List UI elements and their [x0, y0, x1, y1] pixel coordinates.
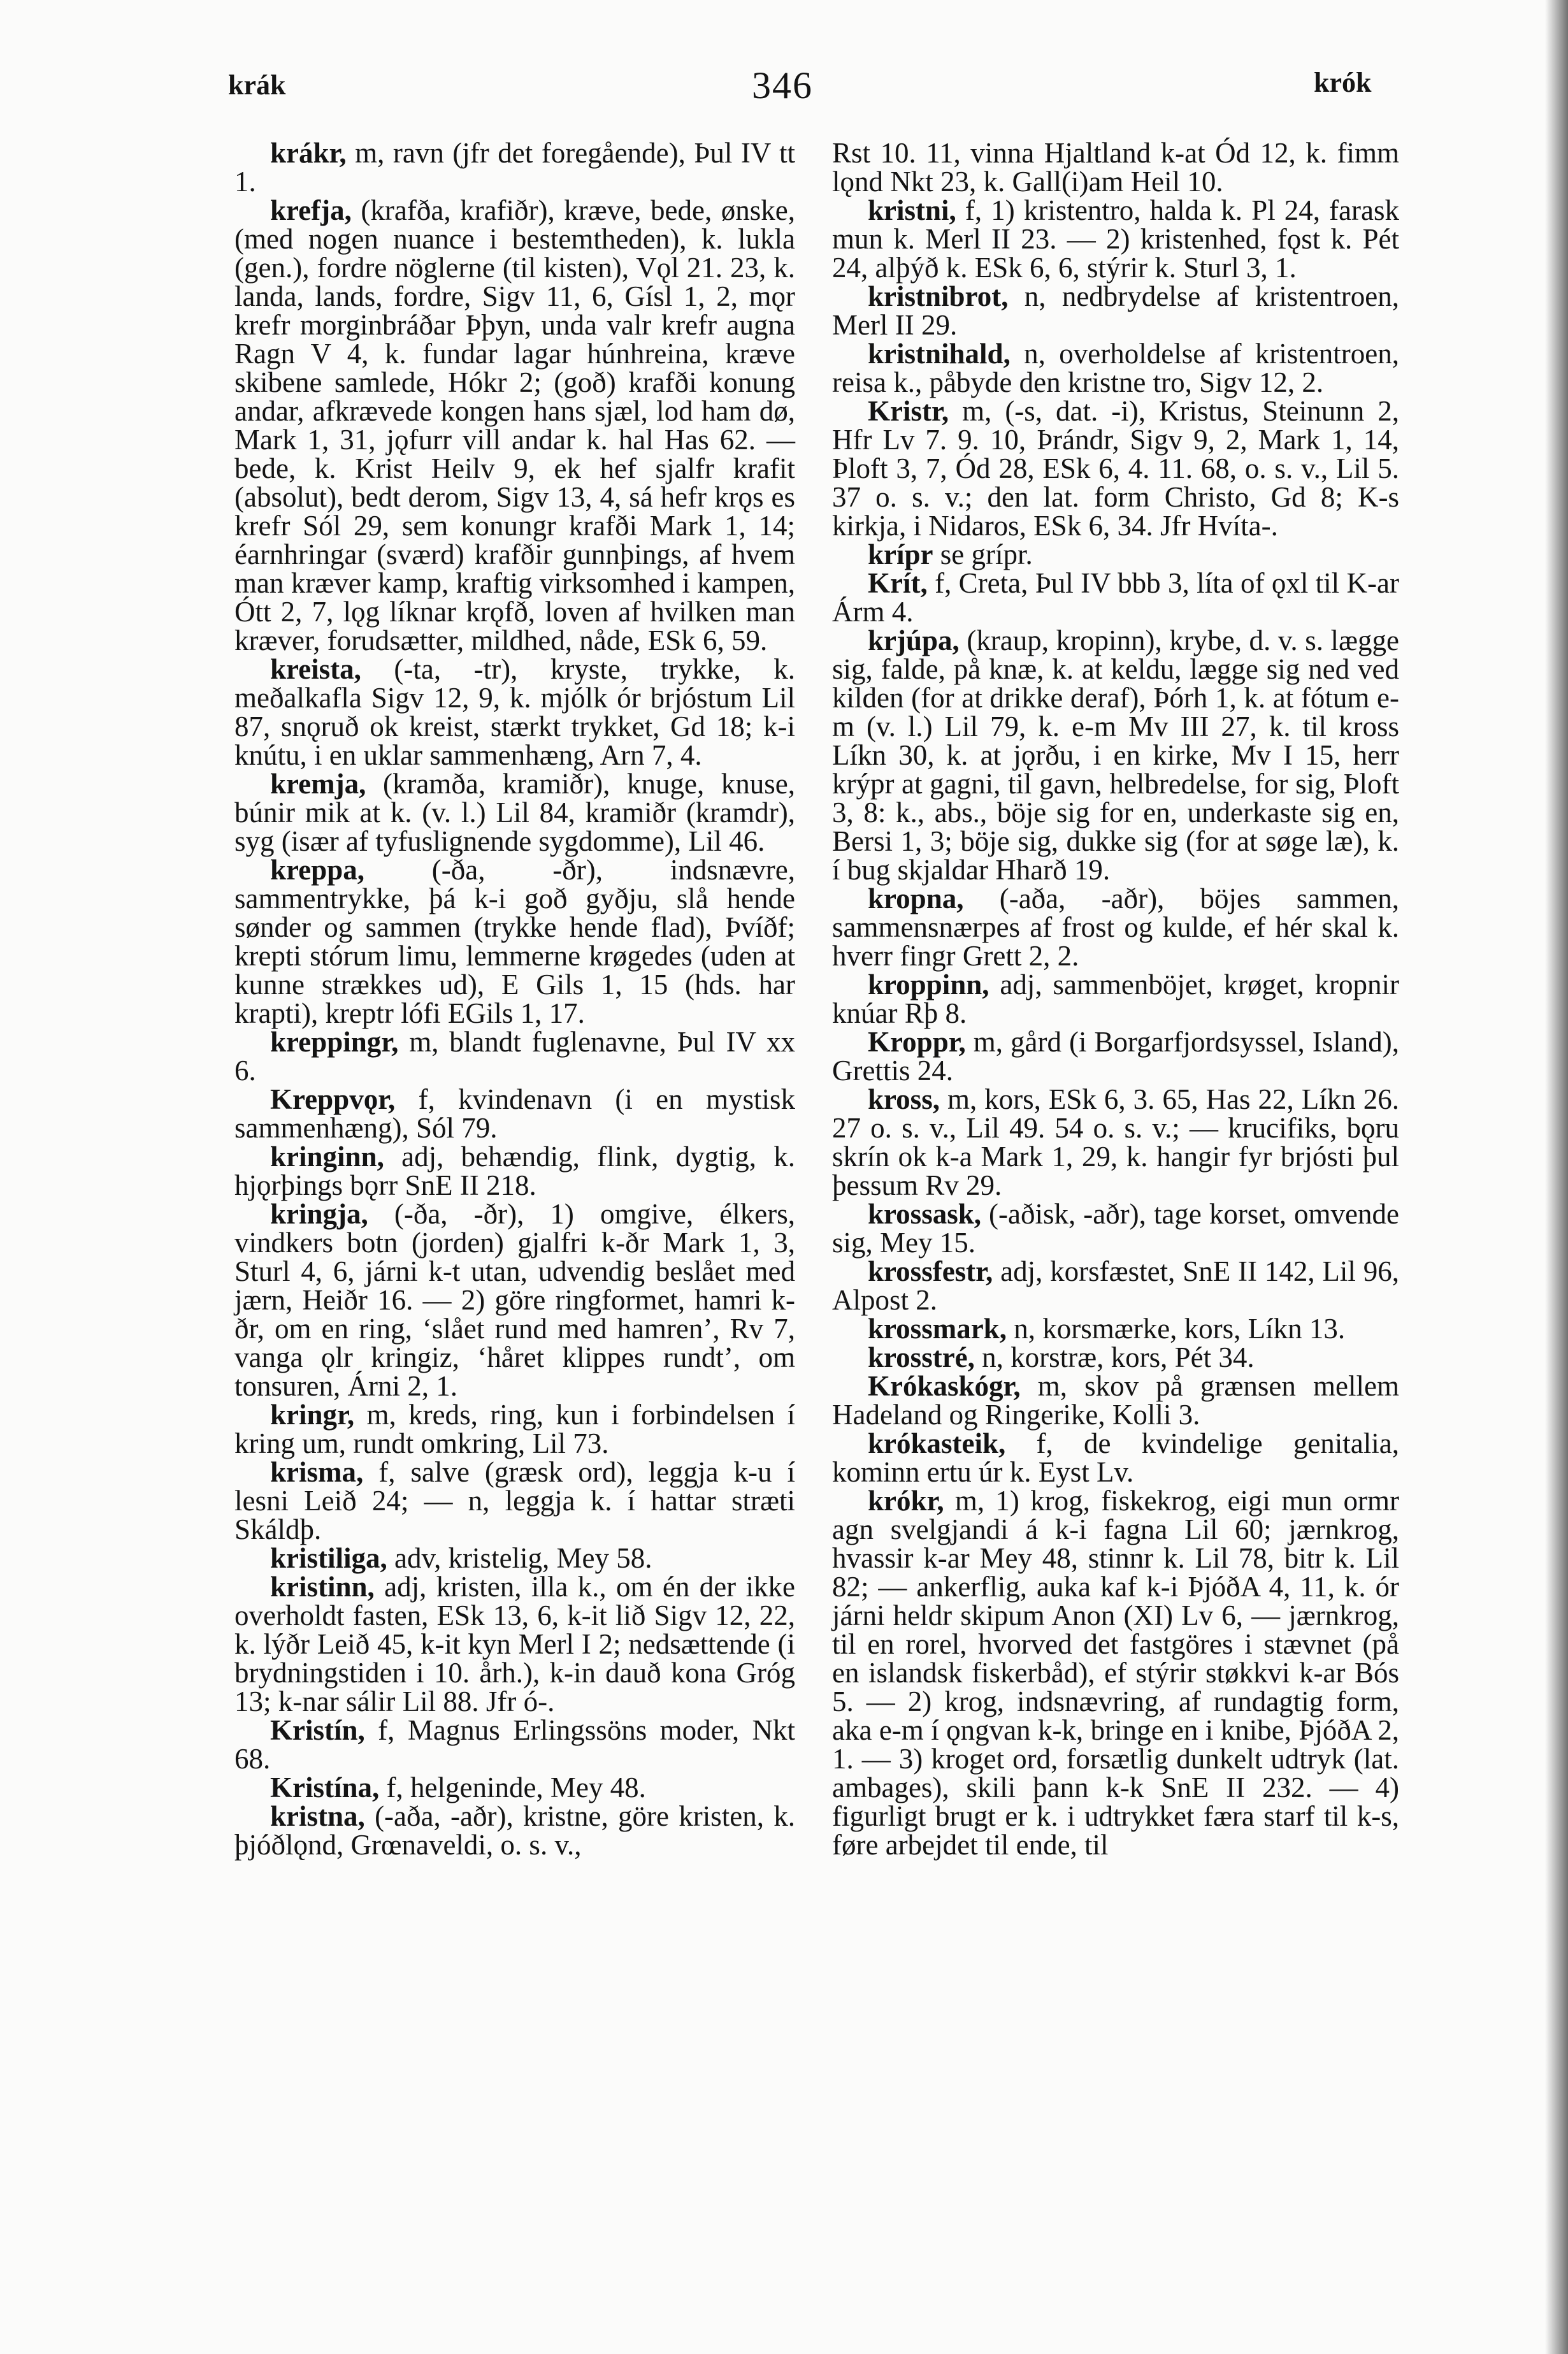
entry-definition: n, overholdelse af kristentroen, reisa k., påbyde den kristne tro, Sigv 12, 2.	[832, 338, 1399, 398]
entry-headword: krókr,	[868, 1485, 944, 1517]
entry-headword: krákr,	[270, 137, 347, 169]
entry-headword: krossfestr,	[868, 1255, 993, 1287]
entry-definition: (-aða, -aðr), böjes sammen, sammensnærpes af frost og kulde, ef hér skal k. hverr fingr Grett 2, 2.	[832, 883, 1399, 972]
entry-definition: m, 1) krog, fiskekrog, eigi mun ormr agn svelgjandi á k-i fagna Lil 60; jærnkrog, hvassir k-ar Mey 48, stinnr k. Lil 78, bitr k. Lil 82; — ankerflig, auka kaf k-i ÞjóðA 4, 11, k. ór járni heldr skipum Anon (XI) Lv 6, — jærnkrog, til en rorel, hvorved det fastgöres i stævnet (på en islandsk fiskerbåd), ef stýrir støkkvi k-ar Bós 5. — 2) krog, indsnævring, af rundagtig form, aka e-m í ǫngvan k-k, bringe en i knibe, ÞjóðA 2, 1. — 3) kroget ord, forsætlig dunkelt udtryk (lat. ambages), skili þann k-k SnE II 232. — 4) figurligt brugt er k. i udtrykket færa starf til k-s, føre arbejdet til ende, til	[832, 1485, 1399, 1861]
entry-headword: krefja,	[270, 194, 352, 226]
dictionary-entry	[832, 569, 1399, 626]
entry-definition: f, Magnus Erlingssöns moder, Nkt 68.	[234, 1714, 795, 1775]
dictionary-entry	[832, 1315, 1399, 1343]
entry-headword: Kreppvǫr,	[270, 1083, 396, 1115]
entry-definition: f, salve (græsk ord), leggja k-u í lesni Leið 24; — n, leggja k. í hattar stræti Skáldþ.	[234, 1456, 795, 1545]
entry-definition: m, kors, ESk 6, 3. 65, Has 22, Líkn 26. 27 o. s. v., Lil 49. 54 o. s. v.; — krucifiks, bǫru skrín ok k-a Mark 1, 29, k. hangir fyr brjósti þul þessum Rv 29.	[832, 1083, 1399, 1201]
page-header	[0, 0, 1568, 108]
dictionary-entry	[234, 770, 795, 856]
entry-headword: kristiliga,	[270, 1542, 387, 1574]
entry-headword: Kristr,	[868, 395, 949, 427]
entry-headword: Kroppr,	[868, 1026, 966, 1058]
entry-definition: (-aða, -aðr), kristne, göre kristen, k. þjóðlǫnd, Grœnaveldi, o. s. v.,	[234, 1800, 795, 1861]
entry-definition: f, Creta, Þul IV bbb 3, líta of ǫxl til K-ar Árm 4.	[832, 567, 1399, 628]
dictionary-entry	[234, 1773, 795, 1802]
entry-definition: adv, kristelig, Mey 58.	[387, 1542, 652, 1574]
dictionary-entry	[234, 1716, 795, 1773]
dictionary-entry	[832, 1429, 1399, 1487]
dictionary-entry	[832, 196, 1399, 282]
entry-headword: kristni,	[868, 194, 956, 226]
entry-definition: (krafða, krafiðr), kræve, bede, ønske, (med nogen nuance i bestemtheden), k. lukla (gen.), fordre nöglerne (til kisten), Vǫl 21. 23, k. landa, lands, fordre, Sigv 11, 6, Gísl 1, 2, mǫr krefr morginbráðar Þþyn, unda valr krefr augna Ragn V 4, k. fundar lagar húnhreina, kræve skibene samlede, Hókr 2; (goð) krafði konung andar, afkrævede kongen hans sjæl, lod ham dø, Mark 1, 31, jǫfurr vill andar k. hal Has 62. — bede, k. Krist Heilv 9, ek hef sjalfr krafit (absolut), bedt derom, Sigv 13, 4, sá hefr krǫs es krefr Sól 29, sem konungr krafði Mark 1, 14; éarnhringar (sværd) krafðir gunnþings, af hvem man kræver kamp, kraftig virksomhed i kampen, Ótt 2, 7, lǫg líknar krǫfð, loven af hvilken man kræver, forudsætter, mildhed, nåde, ESk 6, 59.	[234, 194, 795, 656]
dictionary-entry	[234, 139, 795, 196]
entry-headword: kringinn,	[270, 1141, 384, 1173]
left-running-headword: krák	[228, 69, 286, 101]
entry-headword: krosstré,	[868, 1341, 975, 1373]
entry-headword: kristnihald,	[868, 338, 1011, 370]
dictionary-entry	[832, 540, 1399, 569]
dictionary-entry	[234, 655, 795, 770]
entry-definition: adj, kristen, illa k., om én der ikke overholdt fasten, ESk 13, 6, k-it lið Sigv 12, 22, k. lýðr Leið 45, k-it kyn Merl I 2; nedsættende (i brydningstiden i 10. årh.), k-in dauð kona Gróg 13; k-nar sálir Lil 88. Jfr ó-.	[234, 1571, 795, 1717]
page-number: 346	[752, 64, 813, 106]
entry-definition: f, helgeninde, Mey 48.	[379, 1772, 646, 1803]
entry-headword: Kristín,	[270, 1714, 365, 1746]
entry-headword: kremja,	[270, 768, 366, 800]
entry-definition: (-ða, -ðr), indsnævre, sammentrykke, þá k-i goð gyðju, slå hende sønder og sammen (trykke hende flad), Þvíðf; krepti stórum limu, lemmerne krøgedes (uden at kunne strækkes ud), E Gils 1, 15 (hds. har krapti), kreptr lófi EGils 1, 17.	[234, 854, 795, 1029]
entry-definition: n, nedbrydelse af kristentroen, Merl II 29.	[832, 280, 1399, 341]
entry-headword: Krít,	[868, 567, 928, 599]
dictionary-entry	[832, 885, 1399, 971]
dictionary-entry	[832, 340, 1399, 397]
entry-headword: krossmark,	[868, 1313, 1007, 1345]
entry-definition: adj, behændig, flink, dygtig, k. hjǫrþings bǫrr SnE II 218.	[234, 1141, 795, 1201]
entry-definition: f, 1) kristentro, halda k. Pl 24, farask mun k. Merl II 23. — 2) kristenhed, fǫst k. Pét 24, alþýð k. ESk 6, 6, stýrir k. Sturl 3, 1.	[832, 194, 1399, 284]
entry-definition: (-aðisk, -aðr), tage korset, omvende sig, Mey 15.	[832, 1198, 1399, 1259]
dictionary-entry	[832, 1343, 1399, 1372]
dictionary-entry	[234, 1458, 795, 1544]
entry-headword: krípr	[868, 538, 933, 570]
dictionary-entry	[234, 1200, 795, 1401]
entry-definition: adj, korsfæstet, SnE II 142, Lil 96, Alpost 2.	[832, 1255, 1399, 1316]
entry-definition: (-ta, -tr), kryste, trykke, k. meðalkafla Sigv 12, 9, k. mjólk ór brjóstum Lil 87, snǫruð ok kreist, stærkt trykket, Gd 18; k-i knútu, i en uklar sammenhæng, Arn 7, 4.	[234, 653, 795, 771]
dictionary-entry	[234, 1028, 795, 1085]
entry-headword: kroppinn,	[868, 969, 989, 1000]
entry-headword: kreppa,	[270, 854, 364, 886]
entry-headword: krossask,	[868, 1198, 982, 1230]
dictionary-entry	[832, 1487, 1399, 1859]
dictionary-entry	[832, 139, 1399, 196]
dictionary-entry	[832, 971, 1399, 1028]
right-column	[832, 139, 1399, 1859]
entry-definition: m, blandt fuglenavne, Þul IV xx 6.	[234, 1026, 795, 1087]
entry-headword: krjúpa,	[868, 625, 960, 656]
entry-headword: Kristína,	[270, 1772, 380, 1803]
entry-definition: (kraup, kropinn), krybe, d. v. s. lægge sig, falde, på knæ, k. at keldu, lægge sig ned ved kilden (for at drikke deraf), Þórh 1, k. at fótum e-m (v. l.) Lil 79, k. e-m Mv III 27, k. til kross Líkn 30, k. at jǫrðu, i en kirke, Mv I 15, herr krýpr at gagni, til gavn, helbredelse, for sig, Þloft 3, 8: k., abs., böje sig for en, underkaste sig en, Bersi 1, 3; böje sig, dukke sig (for at søge læ), k. í bug skjaldar Hharð 19.	[832, 625, 1399, 886]
left-column	[234, 139, 795, 1859]
dictionary-entry	[234, 856, 795, 1028]
dictionary-entry	[234, 1802, 795, 1859]
dictionary-entry	[832, 1200, 1399, 1257]
entry-headword: krókasteik,	[868, 1427, 1006, 1459]
entry-definition: m, kreds, ring, kun i forbindelsen í kring um, rundt omkring, Lil 73.	[234, 1399, 795, 1459]
dictionary-entry	[234, 1573, 795, 1716]
entry-headword: kringr,	[270, 1399, 355, 1431]
entry-definition: adj, sammenböjet, krøget, kropnir knúar Rþ 8.	[832, 969, 1399, 1029]
entry-headword: kringja,	[270, 1198, 368, 1230]
entry-definition: m, skov på grænsen mellem Hadeland og Ringerike, Kolli 3.	[832, 1370, 1399, 1431]
entry-headword: kristinn,	[270, 1571, 375, 1603]
dictionary-entry	[832, 1028, 1399, 1085]
entry-headword: krisma,	[270, 1456, 364, 1488]
entry-definition: f, kvindenavn (i en mystisk sammenhæng), Sól 79.	[234, 1083, 795, 1144]
dictionary-entry	[832, 1085, 1399, 1200]
entry-headword: kropna,	[868, 883, 964, 914]
entry-headword: kristnibrot,	[868, 280, 1009, 312]
entry-definition: m, (-s, dat. -i), Kristus, Steinunn 2, Hfr Lv 7. 9. 10, Þrándr, Sigv 9, 2, Mark 1, 14, Þloft 3, 7, Ód 28, ESk 6, 4. 11. 68, o. s. v., Lil 5. 37 o. s. v.; den lat. form Christo, Gd 8; K-s kirkja, i Nidaros, ESk 6, 34. Jfr Hvíta-.	[832, 395, 1399, 542]
entry-definition: (-ða, -ðr), 1) omgive, élkers, vindkers botn (jorden) gjalfri k-ðr Mark 1, 3, Sturl 4, 6, járni k-t utan, udvendig beslået med jærn, Heiðr 16. — 2) göre ringformet, hamri k-ðr, om en ring, ‘slået rund med hamren’, Rv 7, vanga ǫlr kringiz, ‘håret klippes rundt’, om tonsuren, Árni 2, 1.	[234, 1198, 795, 1402]
entry-headword: kristna,	[270, 1800, 365, 1832]
dictionary-entry	[234, 1544, 795, 1573]
right-running-headword: krók	[1314, 67, 1372, 98]
dictionary-entry	[832, 1257, 1399, 1315]
dictionary-entry	[832, 1372, 1399, 1429]
entry-headword: kross,	[868, 1083, 940, 1115]
dictionary-entry	[234, 1143, 795, 1200]
entry-headword: kreppingr,	[270, 1026, 399, 1058]
entry-definition: m, ravn (jfr det foregående), Þul IV tt 1.	[234, 137, 795, 198]
entry-definition: se grípr.	[933, 538, 1033, 570]
entry-headword: kreista,	[270, 653, 361, 685]
dictionary-entry	[234, 196, 795, 655]
entry-definition: (kramða, kramiðr), knuge, knuse, búnir mik at k. (v. l.) Lil 84, kramiðr (kramdr), syg (især af tyfuslignende sygdomme), Lil 46.	[234, 768, 795, 857]
dictionary-entry	[832, 282, 1399, 340]
entry-definition: m, gård (i Borgarfjordsyssel, Island), Grettis 24.	[832, 1026, 1399, 1087]
dictionary-entry	[832, 397, 1399, 540]
entry-headword: Krókaskógr,	[868, 1370, 1021, 1402]
dictionary-entry	[234, 1085, 795, 1143]
entry-definition: Rst 10. 11, vinna Hjaltland k-at Ód 12, k. fimm lǫnd Nkt 23, k. Gall(i)am Heil 10.	[832, 137, 1399, 198]
dictionary-entry	[234, 1401, 795, 1458]
entry-definition: n, korstræ, kors, Pét 34.	[974, 1341, 1255, 1373]
dictionary-entry	[832, 626, 1399, 885]
entry-definition: f, de kvindelige genitalia, kominn ertu úr k. Eyst Lv.	[832, 1427, 1399, 1488]
entry-definition: n, korsmærke, kors, Líkn 13.	[1006, 1313, 1346, 1345]
page-edge-shadow	[1545, 0, 1568, 2354]
